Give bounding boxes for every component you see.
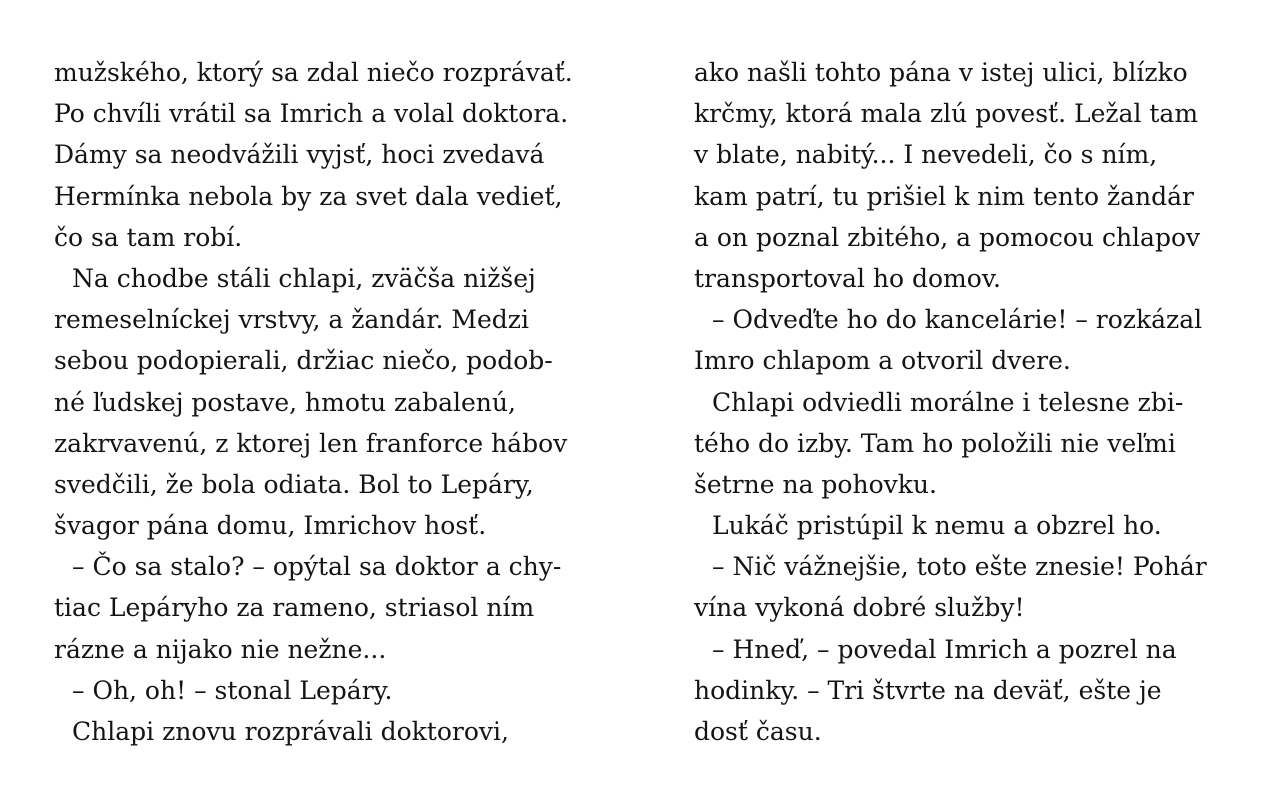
text-line: svedčili, že bola odiata. Bol to Lepáry, xyxy=(54,469,534,499)
text-line: rázne a nijako nie nežne... xyxy=(54,634,387,664)
text-line: v blate, nabitý... I nevedeli, čo s ním, xyxy=(694,140,1158,170)
text-line: šetrne na pohovku. xyxy=(694,469,937,499)
right-text-column xyxy=(694,52,1234,752)
text-line: remeselníckej vrstvy, a žandár. Medzi xyxy=(54,305,529,335)
text-line: krčmy, ktorá mala zlú povesť. Ležal tam xyxy=(694,99,1199,129)
text-line: Na chodbe stáli chlapi, zväčša nižšej xyxy=(72,263,536,293)
text-line: Dámy sa neodvážili vyjsť, hoci zvedavá xyxy=(54,140,545,170)
text-line: kam patrí, tu prišiel k nim tento žandár xyxy=(694,181,1194,211)
text-line: – Hneď, – povedal Imrich a pozrel na xyxy=(712,634,1177,664)
text-line: Hermínka nebola by za svet dala vedieť, xyxy=(54,181,563,211)
text-line: sebou podopierali, držiac niečo, podob- xyxy=(54,346,553,376)
text-line: Chlapi znovu rozprávali doktorovi, xyxy=(72,717,509,746)
text-line: – Čo sa stalo? – opýtal sa doktor a chy- xyxy=(72,552,562,582)
text-line: – Nič vážnejšie, toto ešte znesie! Pohár xyxy=(712,552,1207,582)
text-line: čo sa tam robí. xyxy=(54,222,243,252)
text-line: švagor pána domu, Imrichov hosť. xyxy=(54,511,487,541)
text-line: né ľudskej postave, hmotu zabalenú, xyxy=(54,387,516,417)
text-line: mužského, ktorý sa zdal niečo rozprávať. xyxy=(54,58,573,87)
text-line: tiac Lepáryho za rameno, striasol ním xyxy=(54,593,535,623)
text-line: zakrvavenú, z ktorej len franforce hábov xyxy=(54,428,568,458)
text-line: Lukáč pristúpil k nemu a obzrel ho. xyxy=(712,511,1162,541)
text-line: ako našli tohto pána v istej ulici, blízko xyxy=(694,58,1188,87)
text-line: – Oh, oh! – stonal Lepáry. xyxy=(72,675,393,705)
text-line: Imro chlapom a otvoril dvere. xyxy=(694,346,1071,376)
text-line: transportoval ho domov. xyxy=(694,263,1001,293)
text-line: a on poznal zbitého, a pomocou chlapov xyxy=(694,222,1201,252)
text-line: Po chvíli vrátil sa Imrich a volal doktora. xyxy=(54,99,569,129)
text-line: – Odveďte ho do kancelárie! – rozkázal xyxy=(712,305,1203,335)
text-line: hodinky. – Tri štvrte na deväť, ešte je xyxy=(694,675,1162,705)
text-line: tého do izby. Tam ho položili nie veľmi xyxy=(694,428,1176,458)
text-line: Chlapi odviedli morálne i telesne zbi- xyxy=(712,387,1184,417)
text-line: vína vykoná dobré služby! xyxy=(694,593,1025,623)
left-text-column xyxy=(54,52,594,752)
text-line: dosť času. xyxy=(694,717,822,746)
